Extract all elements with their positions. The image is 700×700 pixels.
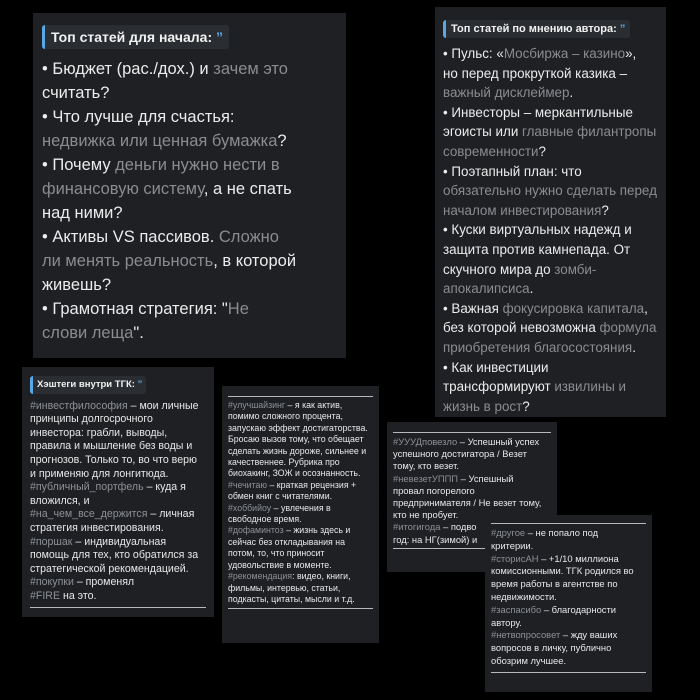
- text-line: [42, 105, 337, 129]
- hashtag-description: – увлечения в: [271, 502, 331, 513]
- article-link[interactable]: фокусировка капитала: [502, 300, 645, 316]
- hashtag-link[interactable]: #УУУДповезло: [393, 436, 458, 447]
- hashtag-line: [228, 583, 373, 594]
- hashtag-description: комиссионными. ТГК родился во: [491, 565, 634, 577]
- quote-icon: ”: [619, 23, 626, 35]
- hashtag-description: : видео, книги,: [292, 571, 351, 582]
- article-link[interactable]: финансовую систему: [42, 180, 204, 198]
- hashtag-line: [228, 434, 373, 445]
- line-text: ?: [601, 202, 609, 218]
- hashtag-line: [491, 553, 646, 566]
- hashtag-line: [393, 436, 551, 448]
- article-link[interactable]: деньги нужно нести в: [115, 156, 280, 174]
- article-link[interactable]: важный дисклеймер: [443, 85, 570, 101]
- text-line: [42, 273, 337, 297]
- line-text: но перед прокруткой казика –: [443, 65, 628, 81]
- text-line: [42, 249, 337, 273]
- line-text: над ними?: [42, 204, 123, 222]
- hashtag-link[interactable]: #поршак: [30, 535, 73, 548]
- hashtag-line: [228, 468, 373, 479]
- hashtag-description: – променял: [73, 576, 135, 589]
- quote-icon: ”: [137, 379, 143, 390]
- hashtag-description: потом, то, что приносит: [228, 548, 325, 559]
- article-link[interactable]: обязательно нужно сделать перед: [443, 183, 657, 199]
- hashtag-line: [30, 549, 206, 563]
- article-link[interactable]: ли менять реальность: [42, 252, 214, 270]
- text-line: [42, 225, 337, 249]
- hashtag-line: [228, 503, 373, 514]
- hashtag-description: запускаю эффект достигаторства.: [228, 422, 368, 433]
- hashtag-description: – жизнь здесь и: [283, 525, 351, 536]
- text-line: [42, 57, 337, 81]
- text-line: [42, 201, 337, 225]
- line-text: .: [632, 339, 636, 355]
- hashtag-description: обозрим лучшее.: [491, 654, 567, 666]
- hashtag-line: [30, 400, 206, 414]
- line-text: • Как инвестиции: [443, 359, 549, 375]
- line-text: • Что лучше для счастья:: [42, 108, 235, 126]
- hashtag-description: – жду ваших: [560, 629, 618, 641]
- line-text: • Активы VS пассивов.: [42, 228, 219, 246]
- article-link[interactable]: приобретения благосостояния: [443, 339, 633, 355]
- divider: [228, 608, 373, 609]
- hashtag-description: вопросов в личку, публично: [491, 642, 612, 654]
- hashtag-line: [228, 400, 373, 411]
- hashtag-line: [228, 411, 373, 422]
- line-text: ".: [133, 324, 144, 342]
- hashtag-link[interactable]: #нетвопросовет: [491, 629, 561, 641]
- line-text: .: [529, 281, 534, 297]
- text-line: [443, 142, 658, 162]
- article-link[interactable]: извилины и: [554, 379, 627, 395]
- hashtag-line: [491, 642, 646, 655]
- quote-icon: ”: [216, 29, 224, 45]
- hashtag-line: [491, 591, 646, 604]
- hashtag-line: [228, 491, 373, 502]
- hashtag-line: [30, 522, 206, 536]
- text-line: [42, 297, 337, 321]
- line-text: • Инвесторы – меркантильные: [443, 104, 633, 120]
- hashtag-description: помощь для тех, кто обратился за: [30, 549, 199, 562]
- hashtag-link[interactable]: #улучшайзинг: [228, 400, 286, 410]
- line-text: защита против камнепада. От: [443, 241, 631, 257]
- hashtag-line: [393, 485, 551, 497]
- hashtag-line: [30, 576, 206, 590]
- hashtag-description: недвижимости.: [491, 590, 557, 602]
- text-line: [443, 318, 658, 338]
- card-header: [30, 376, 146, 394]
- hashtag-description: стратегия инвестирования.: [30, 521, 164, 534]
- divider: [30, 607, 206, 608]
- card-header: [42, 25, 229, 49]
- hashtag-line: [228, 548, 373, 559]
- text-line: [443, 299, 658, 319]
- article-link[interactable]: формула: [599, 320, 657, 336]
- hashtag-description: фильмы, интервью, статьи,: [228, 582, 341, 593]
- article-link[interactable]: Сложно: [218, 228, 279, 246]
- hashtag-description: помимо сложного процента,: [228, 411, 343, 422]
- hashtag-description: биохакинг, ЗОЖ и осознанность.: [228, 468, 361, 479]
- hashtag-description: время работы в агентстве по: [491, 578, 618, 590]
- hashtag-line: [30, 440, 206, 454]
- line-text: .: [569, 85, 574, 101]
- hashtag-description: – не попало под: [525, 527, 599, 538]
- hashtag-description: – я как актив,: [285, 400, 343, 410]
- text-line: [443, 83, 658, 103]
- hashtag-description: – краткая рецензия +: [267, 479, 357, 490]
- hashtag-description: – куда я: [143, 481, 186, 494]
- line-text: считать?: [42, 84, 110, 102]
- text-line: [443, 44, 658, 64]
- hashtag-description: Бросаю вызов тому, что обещает: [228, 434, 364, 445]
- hashtag-link[interactable]: #итогигода: [393, 521, 441, 533]
- line-text: • Грамотная стратегия: ": [42, 300, 228, 318]
- hashtag-link[interactable]: #дофаминтоз: [228, 525, 284, 536]
- card-other-hashtags: [485, 515, 652, 692]
- hashtag-list: [491, 527, 646, 668]
- hashtag-description: стратегической рекомендацией.: [30, 562, 189, 575]
- hashtag-description: провал погорелого: [393, 484, 475, 496]
- text-line: [42, 153, 337, 177]
- hashtag-description: сделать жизнь дороже, сильнее и: [228, 445, 367, 456]
- text-line: [443, 162, 658, 182]
- article-link[interactable]: недвижка или ценная бумажка: [42, 132, 278, 150]
- line-text: • Пульс: «: [443, 46, 504, 61]
- line-text: скучного мира до: [443, 261, 555, 277]
- hashtag-line: [228, 571, 373, 582]
- line-text: • Важная: [443, 300, 503, 316]
- text-line: [443, 240, 658, 260]
- line-text: , а не спать: [203, 180, 292, 198]
- hashtag-description: – +1/10 миллиона: [538, 552, 619, 564]
- hashtag-line: [30, 563, 206, 577]
- hashtag-line: [228, 423, 373, 434]
- line-text: живешь?: [42, 276, 112, 294]
- hashtag-description: – Успешный: [458, 472, 514, 484]
- hashtag-description: обмен книг с читателями.: [228, 491, 333, 502]
- hashtag-line: [30, 427, 206, 441]
- header-title: Хэштеги внутри ТГК:: [37, 379, 135, 390]
- hashtag-line: [30, 536, 206, 550]
- hashtag-description: тому, кто везет.: [393, 460, 459, 472]
- card-hashtags: [22, 367, 214, 617]
- text-line: [443, 279, 658, 299]
- hashtag-description: кто не пробует.: [393, 509, 459, 521]
- hashtag-line: [30, 481, 206, 495]
- hashtag-description: предпринимателя / Не везет тому,: [393, 497, 542, 509]
- hashtag-line: [228, 514, 373, 525]
- hashtag-description: – мои личные: [127, 399, 199, 412]
- hashtag-line: [228, 560, 373, 571]
- article-link[interactable]: началом инвестирования: [443, 202, 602, 218]
- hashtag-description: качественнее. Рубрика про: [228, 457, 340, 468]
- hashtag-description: принципы долгосрочного: [30, 413, 153, 426]
- article-list: [443, 44, 658, 416]
- line-text: • Бюджет (рас./дох.) и: [42, 60, 214, 78]
- hashtag-line: [393, 460, 551, 472]
- hashtag-link[interactable]: #публичный_портфель: [30, 481, 144, 494]
- hashtag-description: – Успешный успех: [457, 436, 540, 447]
- line-text: »,: [625, 46, 637, 61]
- hashtag-line: [30, 495, 206, 509]
- hashtag-line: [30, 508, 206, 522]
- hashtag-description: – индивидуальная: [72, 535, 167, 548]
- hashtag-description: вложился, и: [30, 494, 90, 507]
- article-link[interactable]: современности: [443, 143, 539, 159]
- hashtag-line: [30, 468, 206, 482]
- article-link[interactable]: слови леща: [42, 324, 134, 342]
- divider: [491, 672, 646, 673]
- text-line: [443, 181, 658, 201]
- line-text: без которой невозможна: [443, 320, 600, 336]
- hashtag-line: [491, 578, 646, 591]
- header-title: Топ статей для начала:: [51, 29, 213, 45]
- text-line: [443, 397, 658, 417]
- hashtag-link[interactable]: #инвестфилософия: [30, 399, 128, 412]
- hashtag-description: на это.: [60, 589, 97, 602]
- text-line: [443, 358, 658, 378]
- hashtag-line: [491, 565, 646, 578]
- article-link[interactable]: апокалипсиса: [443, 281, 530, 297]
- hashtag-line: [393, 448, 551, 460]
- hashtag-description: – подво: [440, 521, 477, 533]
- hashtag-line: [491, 540, 646, 553]
- hashtag-line: [228, 594, 373, 605]
- hashtag-line: [393, 473, 551, 485]
- divider: [393, 432, 551, 433]
- hashtag-line: [30, 590, 206, 604]
- hashtag-description: автору.: [491, 616, 522, 628]
- line-text: , в которой: [213, 252, 297, 270]
- text-line: [443, 201, 658, 221]
- hashtag-line: [30, 454, 206, 468]
- hashtag-line: [228, 446, 373, 457]
- card-header: [443, 20, 630, 38]
- line-text: • Почему: [42, 156, 116, 174]
- article-link[interactable]: главные филантропы: [522, 124, 657, 140]
- hashtag-line: [491, 617, 646, 630]
- hashtag-line: [228, 525, 373, 536]
- hashtag-line: [228, 537, 373, 548]
- text-line: [443, 103, 658, 123]
- article-link[interactable]: Не: [227, 300, 249, 318]
- hashtag-description: правила и мышление без воды и: [30, 440, 193, 453]
- article-link[interactable]: жизнь в рост: [443, 398, 523, 414]
- hashtag-description: сейчас без откладывания на: [228, 536, 345, 547]
- card-top-articles-beginners: [33, 13, 346, 358]
- hashtag-link[interactable]: #покупки: [30, 576, 74, 589]
- article-link[interactable]: Мосбиржа – казино: [503, 46, 626, 61]
- line-text: ?: [522, 398, 530, 414]
- hashtag-line: [228, 480, 373, 491]
- line-text: ?: [538, 143, 546, 159]
- hashtag-line: [491, 604, 646, 617]
- line-text: • Куски виртуальных надежд и: [443, 222, 632, 238]
- hashtag-description: – благодарности: [541, 603, 617, 615]
- hashtag-link[interactable]: #заспасибо: [491, 603, 542, 615]
- line-text: • Поэтапный план: что: [443, 163, 582, 179]
- hashtag-line: [491, 629, 646, 642]
- hashtag-description: удовольствие в моменте.: [228, 559, 332, 570]
- card-top-articles-author: [435, 7, 666, 417]
- hashtag-list: [228, 400, 373, 605]
- hashtag-description: успешного достигатора / Везет: [393, 448, 527, 460]
- hashtag-line: [491, 655, 646, 668]
- line-text: ?: [277, 132, 287, 150]
- line-text: ,: [644, 300, 648, 316]
- hashtag-description: подкасты, цитаты, мысли и т.д.: [228, 593, 355, 604]
- hashtag-link[interactable]: #FIRE: [30, 589, 61, 602]
- hashtag-description: прогнозов. Только то, во что верю: [30, 453, 197, 466]
- text-line: [42, 129, 337, 153]
- header-title: Топ статей по мнению автора:: [451, 23, 617, 35]
- hashtag-description: свободное время.: [228, 514, 302, 525]
- hashtag-line: [228, 457, 373, 468]
- hashtag-description: – личная: [147, 508, 195, 521]
- hashtag-link[interactable]: #чечитаю: [228, 479, 267, 490]
- hashtag-description: инвестора: грабли, выводы,: [30, 426, 168, 439]
- text-line: [443, 338, 658, 358]
- hashtag-description: критерии.: [491, 539, 534, 551]
- line-text: трансформируют: [443, 379, 555, 395]
- hashtag-link[interactable]: #рекомендация: [228, 571, 293, 582]
- hashtag-description: и применяю для лонгитюда.: [30, 467, 169, 480]
- text-line: [443, 260, 658, 280]
- hashtag-link[interactable]: #сторисАН: [491, 552, 539, 564]
- article-list: [42, 57, 337, 345]
- hashtag-description: год: на НГ(зимой) и: [393, 533, 478, 545]
- text-line: [443, 220, 658, 240]
- article-link[interactable]: зомби-: [554, 261, 597, 277]
- text-line: [443, 64, 658, 84]
- text-line: [42, 81, 337, 105]
- text-line: [42, 177, 337, 201]
- hashtag-link[interactable]: #другое: [491, 527, 526, 538]
- hashtag-link[interactable]: #невезетУППП: [393, 472, 459, 484]
- text-line: [42, 321, 337, 345]
- article-link[interactable]: зачем это: [213, 60, 288, 78]
- divider: [491, 523, 646, 524]
- hashtag-line: [491, 527, 646, 540]
- card-lifestyle-hashtags: [222, 386, 379, 643]
- text-line: [443, 377, 658, 397]
- hashtag-line: [30, 413, 206, 427]
- hashtag-link[interactable]: #на_чем_все_держится: [30, 508, 148, 521]
- text-line: [443, 122, 658, 142]
- line-text: эгоисты или: [443, 124, 523, 140]
- divider: [228, 396, 373, 397]
- hashtag-list: [30, 400, 206, 604]
- hashtag-link[interactable]: #хоббийоу: [228, 502, 272, 513]
- hashtag-line: [393, 497, 551, 509]
